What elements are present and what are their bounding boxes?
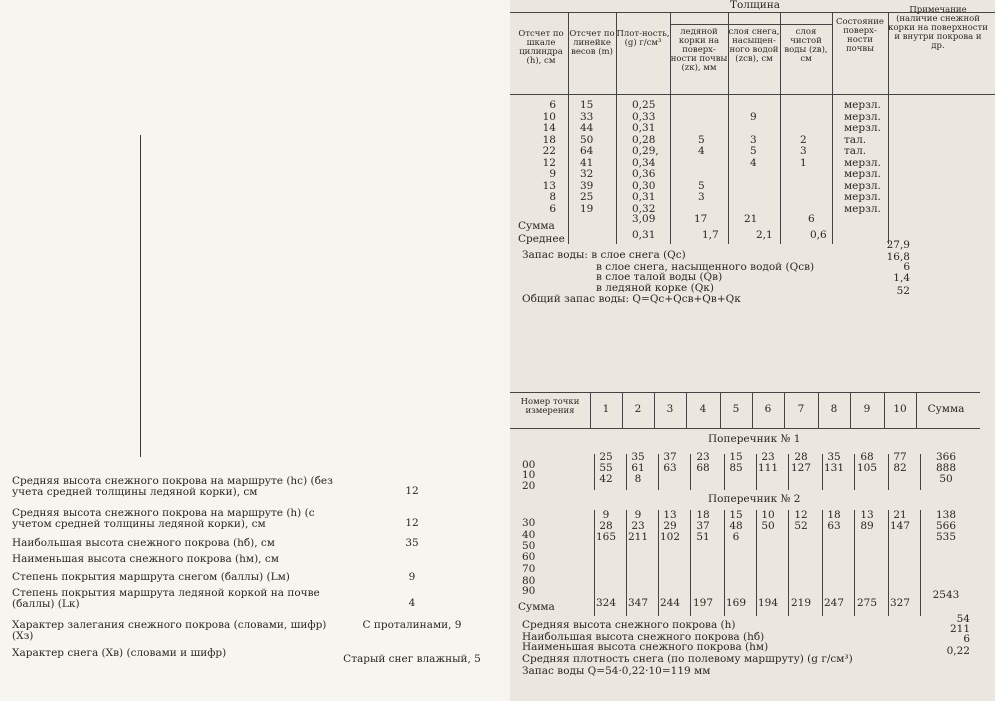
column-header: 5 (732, 403, 740, 415)
row-label: 10 (522, 469, 536, 481)
sum-cell: 2543 (932, 589, 960, 601)
cell-zsv: 9 (750, 110, 757, 123)
result-label: Средняя высота снежного покрова (h) (522, 619, 736, 631)
cell: 29 (663, 520, 677, 532)
rule (788, 454, 789, 490)
water-label: Общий запас воды: Q=Qс+Qсв+Qв+Qк (522, 293, 741, 305)
avg-zv: 0,6 (810, 229, 827, 241)
cell-state: тал. (844, 133, 867, 146)
cell-zk: 3 (698, 191, 705, 203)
cell-g: 0,36 (632, 168, 656, 180)
cell-state: мерзл. (844, 191, 881, 203)
column-header: ледяной корки на поверх-ности почвы (zк), мм (670, 27, 728, 73)
summary-value: 35 (405, 537, 419, 549)
cell: 85 (729, 462, 743, 474)
result-label: Средняя плотность снега (по полевому маршруту) (g г/см³) (522, 653, 853, 665)
column-header: Состояние поверх-ности почвы (836, 17, 884, 54)
row-label: 40 (522, 529, 536, 541)
sum-cell: 197 (692, 597, 714, 609)
water-value: 1,4 (893, 272, 910, 284)
sum-zv: 6 (808, 213, 815, 225)
sum-cell: 324 (595, 597, 617, 609)
cell: 211 (627, 531, 649, 543)
cell: 50 (761, 520, 775, 532)
sum-cell: 327 (889, 597, 911, 609)
water-value: 16,8 (886, 251, 910, 263)
cell-m: 33 (580, 110, 594, 123)
cell: 63 (663, 462, 677, 474)
column-header: 8 (830, 403, 838, 415)
cell: 63 (827, 520, 841, 532)
cell-h: 10 (542, 110, 556, 123)
cell: 138 (935, 509, 957, 521)
cell-h: 6 (549, 99, 556, 111)
summary-value: Старый снег влажный, 5 (343, 653, 481, 665)
cell-h: 18 (542, 133, 556, 146)
rule (510, 94, 995, 95)
row-label: 60 (522, 551, 536, 563)
cell-g: 0,28 (632, 133, 656, 146)
cell: 6 (732, 531, 740, 543)
water-label: Запас воды: в слое снега (Qс) (522, 249, 686, 261)
water-label: в слое снега, насыщенного водой (Qсв) (596, 261, 815, 273)
rule (658, 454, 659, 490)
summary-label: Средняя высота снежного покрова на маршруте (h) (с учетом средней толщины ледяной корки), см (12, 507, 315, 530)
summary-value: 4 (408, 597, 416, 609)
cell: 18 (696, 509, 710, 521)
column-header: Примечание (наличие снежной корки на поверхности и внутри покрова и др. (888, 5, 988, 51)
avg-zk: 1,7 (702, 229, 719, 241)
avg-label: Среднее (518, 233, 565, 245)
rule (626, 454, 627, 490)
rule (756, 454, 757, 490)
cell: 68 (696, 462, 710, 474)
cell: 23 (696, 451, 710, 463)
water-label: в слое талой воды (Qв) (596, 271, 723, 283)
transect-title: Поперечник № 2 (708, 493, 801, 505)
cell-state: мерзл. (844, 110, 881, 123)
summary-value: С проталинами, 9 (362, 619, 462, 631)
cell-zsv: 4 (750, 156, 757, 169)
cell: 15 (729, 509, 743, 521)
cell-h: 22 (542, 145, 556, 157)
cell-g: 0,29, (632, 145, 659, 157)
water-value: 6 (903, 261, 910, 273)
rule (690, 454, 691, 490)
row-label: 50 (522, 540, 536, 552)
cell-zv: 1 (800, 156, 807, 169)
cell: 48 (729, 520, 743, 532)
cell: 61 (631, 462, 645, 474)
cell-g: 0,33 (632, 110, 656, 123)
rule (888, 454, 889, 490)
cell: 25 (599, 451, 613, 463)
rule (670, 24, 832, 25)
column-header: Номер точки измерения (520, 397, 580, 416)
sum-cell: 194 (757, 597, 779, 609)
cell: 15 (729, 451, 743, 463)
cell: 52 (794, 520, 808, 532)
column-header: 10 (893, 403, 907, 415)
sum-cell: 244 (659, 597, 681, 609)
cell-zv: 3 (800, 145, 807, 157)
column-header: Отсчет по шкале цилиндра (h), см (518, 29, 564, 66)
vertical-rule (140, 135, 141, 457)
result-label: Наибольшая высота снежного покрова (hб) (522, 631, 765, 643)
cell: 131 (823, 462, 845, 474)
cell-g: 0,30 (632, 179, 656, 192)
cell: 68 (860, 451, 874, 463)
rule (854, 454, 855, 490)
cell-state: мерзл. (844, 99, 881, 111)
rule (920, 454, 921, 490)
sum-cell: 247 (823, 597, 845, 609)
sum-zsv: 21 (744, 213, 758, 225)
cell-zk: 4 (698, 145, 705, 157)
cell-h: 8 (549, 191, 556, 203)
cell: 50 (939, 473, 953, 485)
cell-state: мерзл. (844, 168, 881, 180)
sum-label: Сумма (518, 220, 555, 232)
rule (594, 454, 595, 490)
row-label: 80 (522, 575, 536, 587)
column-header: Плот-ность, (g) г/см³ (616, 29, 670, 48)
result-label: Запас воды Q=54·0,22·10=119 мм (522, 665, 711, 677)
cell: 23 (761, 451, 775, 463)
cell-m: 19 (580, 202, 594, 215)
cell: 21 (893, 509, 907, 521)
sum-g: 3,09 (632, 213, 656, 225)
column-header: Отсчет по линейке весов (m) (569, 29, 615, 57)
cell-m: 41 (580, 156, 594, 169)
water-value: 52 (896, 285, 910, 297)
cell: 37 (663, 451, 677, 463)
cell-m: 15 (580, 99, 594, 111)
column-header: 7 (797, 403, 805, 415)
cell-h: 13 (542, 179, 556, 192)
sum-cell: 219 (790, 597, 812, 609)
column-header: слоя чистой воды (zв), см (784, 27, 828, 64)
cell: 535 (935, 531, 957, 543)
sum-label: Сумма (518, 601, 555, 613)
cell-m: 25 (580, 191, 594, 203)
row-label: 00 (522, 459, 536, 471)
summary-label: Наименьшая высота снежного покрова (hм), см (12, 553, 279, 565)
cell: 51 (696, 531, 710, 543)
summary-label: Характер залегания снежного покрова (словами, шифр) (Xз) (12, 619, 327, 642)
row-label: 20 (522, 480, 536, 492)
cell: 10 (761, 509, 775, 521)
cell: 566 (935, 520, 957, 532)
avg-g: 0,31 (632, 229, 656, 241)
cell-m: 39 (580, 179, 594, 192)
rule (670, 12, 832, 13)
cell-state: тал. (844, 145, 867, 157)
cell: 82 (893, 462, 907, 474)
cell: 35 (827, 451, 841, 463)
cell: 9 (634, 509, 642, 521)
cell-h: 14 (542, 122, 556, 134)
sum-zk: 17 (694, 213, 708, 225)
column-header: 4 (699, 403, 707, 415)
cell-zsv: 3 (750, 133, 757, 146)
rule (510, 392, 980, 393)
cell: 111 (757, 462, 779, 474)
cell-m: 50 (580, 133, 594, 146)
cell: 55 (599, 462, 613, 474)
cell: 23 (631, 520, 645, 532)
cell-h: 9 (549, 168, 556, 180)
column-header: Сумма (927, 403, 965, 415)
cell: 13 (860, 509, 874, 521)
result-value: 6 (963, 633, 970, 645)
rule (724, 454, 725, 490)
cell: 13 (663, 509, 677, 521)
cell: 888 (935, 462, 957, 474)
sum-cell: 275 (856, 597, 878, 609)
cell: 18 (827, 509, 841, 521)
sum-cell: 347 (627, 597, 649, 609)
summary-label: Степень покрытия маршрута ледяной коркой на почве (баллы) (Lк) (12, 587, 320, 610)
right-page (510, 0, 995, 701)
cell-zsv: 5 (750, 145, 757, 157)
cell: 89 (860, 520, 874, 532)
cell: 165 (595, 531, 617, 543)
cell: 77 (893, 451, 907, 463)
transect-title: Поперечник № 1 (708, 433, 801, 445)
cell-g: 0,31 (632, 122, 656, 134)
avg-zsv: 2,1 (756, 229, 773, 241)
cell: 366 (935, 451, 957, 463)
cell-state: мерзл. (844, 179, 881, 192)
cell-state: мерзл. (844, 122, 881, 134)
cell: 35 (631, 451, 645, 463)
cell-g: 0,34 (632, 156, 656, 169)
summary-label: Характер снега (Xв) (словами и шифр) (12, 647, 227, 659)
water-value: 27,9 (886, 239, 910, 251)
column-header: слоя снега, насыщен-ного водой (zсв), см (728, 27, 780, 64)
cell-state: мерзл. (844, 202, 881, 215)
summary-value: 9 (408, 571, 416, 583)
group-header: Толщина (729, 0, 780, 11)
cell-zv: 2 (800, 133, 807, 146)
column-header: 6 (764, 403, 772, 415)
cell-g: 0,25 (632, 99, 656, 111)
cell-g: 0,32 (632, 202, 656, 215)
column-header: 2 (634, 403, 642, 415)
rule (510, 428, 980, 429)
cell: 9 (602, 509, 610, 521)
cell-zk: 5 (698, 133, 705, 146)
row-label: 70 (522, 563, 536, 575)
rule (822, 454, 823, 490)
row-label: 30 (522, 517, 536, 529)
cell: 42 (599, 473, 613, 485)
summary-value: 12 (405, 485, 419, 497)
column-header: 3 (666, 403, 674, 415)
cell-state: мерзл. (844, 156, 881, 169)
summary-value: 12 (405, 517, 419, 529)
result-value: 211 (949, 623, 970, 635)
water-label: в ледяной корке (Qк) (596, 282, 714, 294)
cell-g: 0,31 (632, 191, 656, 203)
summary-label: Наибольшая высота снежного покрова (hб), см (12, 537, 275, 549)
cell: 37 (696, 520, 710, 532)
cell: 12 (794, 509, 808, 521)
cell: 147 (889, 520, 911, 532)
cell-m: 64 (580, 145, 594, 157)
cell-h: 12 (542, 156, 556, 169)
cell: 8 (634, 473, 642, 485)
cell: 105 (856, 462, 878, 474)
sum-cell: 169 (725, 597, 747, 609)
summary-label: Степень покрытия маршрута снегом (баллы) (Lм) (12, 571, 290, 583)
column-header: 1 (602, 403, 610, 415)
cell-m: 44 (580, 122, 594, 134)
result-label: Наименьшая высота снежного покрова (hм) (522, 641, 769, 653)
row-label: 90 (522, 585, 536, 597)
summary-label: Средняя высота снежного покрова на маршруте (hс) (без учета средней толщины ледяной корки), см (12, 475, 333, 498)
cell: 28 (794, 451, 808, 463)
column-header: 9 (863, 403, 871, 415)
cell-zk: 5 (698, 179, 705, 192)
cell: 102 (659, 531, 681, 543)
cell: 28 (599, 520, 613, 532)
result-value: 54 (956, 613, 970, 625)
cell-h: 6 (549, 202, 556, 215)
cell-m: 32 (580, 168, 594, 180)
cell: 127 (790, 462, 812, 474)
result-value: 0,22 (946, 645, 970, 657)
